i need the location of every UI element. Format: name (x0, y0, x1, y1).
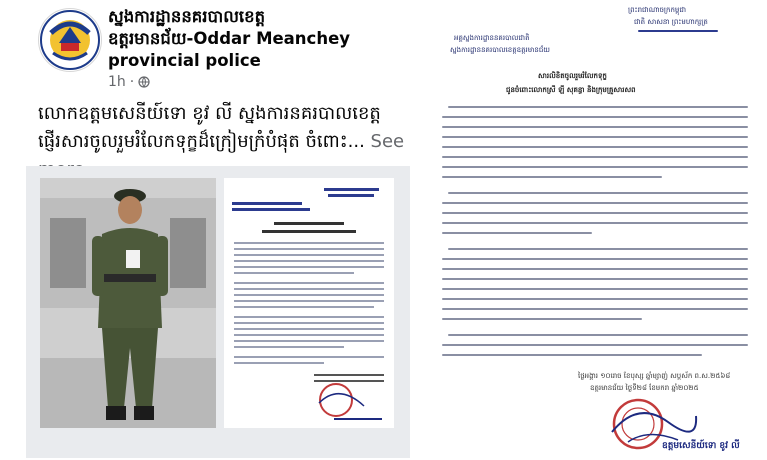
post-photo[interactable] (26, 166, 410, 458)
officer-photo (40, 178, 216, 428)
post-meta (108, 74, 150, 90)
page-avatar[interactable] (38, 8, 102, 72)
letter-header-kingdom: ព្រះរាជាណាចក្រកម្ពុជា (628, 6, 687, 14)
facebook-post (26, 0, 410, 458)
post-time[interactable]: 1h (108, 74, 126, 90)
letter-thumbnail (224, 178, 394, 428)
letter-header-motto: ជាតិ សាសនា ព្រះមហាក្សត្រ (634, 18, 708, 26)
separator-dot: · (129, 74, 135, 90)
letter-recipient: ជូនចំពោះលោកស្រី ឡី សុគន្ធា និងក្រុមគ្រួសារសព (506, 86, 636, 94)
see-more-link[interactable]: See (370, 131, 405, 152)
letter-closing-date: ថ្ងៃអង្គារ ១០រោច ខែបុស្ស ឆ្នាំម្សាញ់ សប្តស័ក ព.ស.២៥៦៨ (578, 372, 731, 380)
condolence-letter (428, 0, 767, 460)
letter-signer: ឧត្តមសេនីយ៍ទោ ខូវ លី (662, 441, 740, 451)
police-logo (39, 9, 101, 71)
letter-header-province: ស្នងការដ្ឋាននគរបាលខេត្តឧត្តរមានជ័យ (450, 46, 550, 54)
letter-title: សារលិខិតចូលរួមរំលែកទុក្ខ (538, 72, 607, 80)
globe-icon (138, 76, 150, 88)
page-name[interactable]: ស្នងការដ្ឋាននគរបាលខេត្ត ឧត្តរមានជ័យ-Oddar Meanchey provincial police (108, 7, 351, 70)
letter-header-commissariat: អគ្គស្នងការដ្ឋាននគរបាលជាតិ (454, 34, 530, 42)
post-caption: លោកឧត្តមសេនីយ៍ទោ ខូវ លី ស្នងការនគរបាលខេត្ត ផ្ញើរសារចូលរួមរំលែកទុក្ខដ៏ក្រៀមក្រំបំផុត ចំពោះ... See (38, 100, 408, 184)
letter-closing-place: ឧត្តរមានជ័យ ថ្ងៃទី២៨ ខែមករា ឆ្នាំ២០២៥ (590, 384, 699, 392)
